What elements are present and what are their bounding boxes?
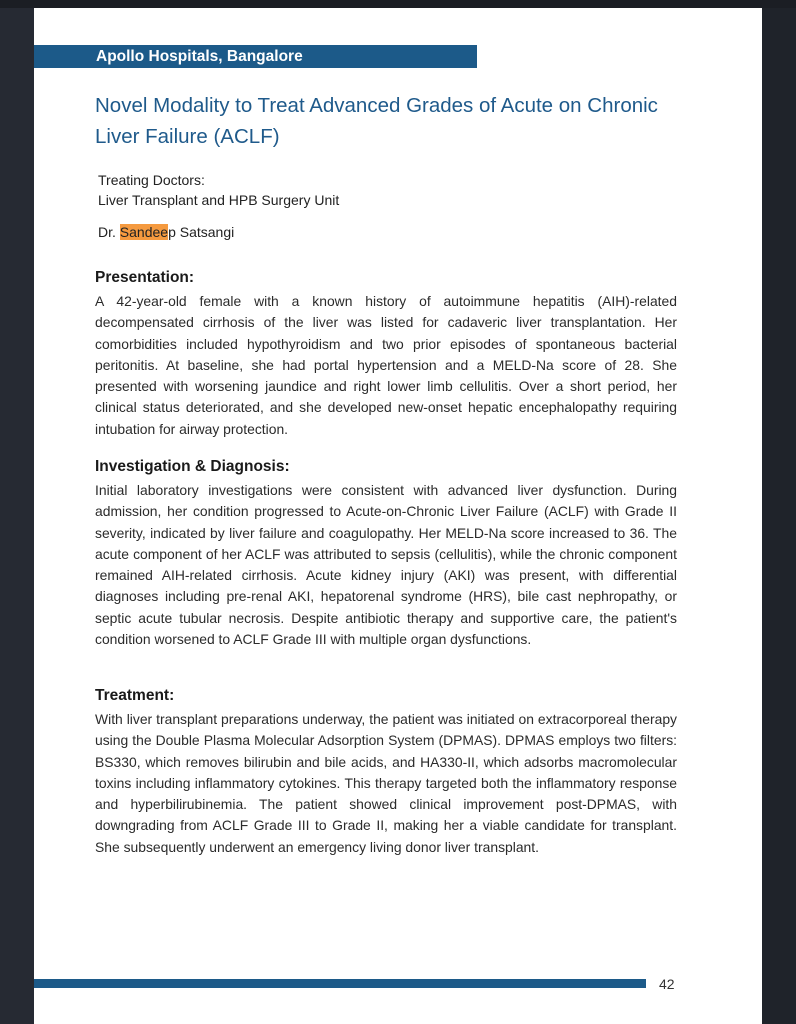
search-highlight: Sandee (119, 224, 169, 240)
doctor-name-prefix: Dr. (98, 224, 120, 240)
top-frame (0, 0, 796, 8)
presentation-text: A 42-year-old female with a known history of autoimmune hepatitis (AIH)-related decompensated cirrhosis of the liver was listed for cadaveric liver transplantation. Her comorbidities included hypothyroidism and two prior episodes of spontaneous bacterial peritonitis. At baseline, she had portal hypertension and a MELD-Na score of 28. She presented with worsening jaundice and right lower limb cellulitis. Over a short period, her clinical status deteriorated, and she developed new-onset hepatic encephalopathy requiring intubation for airway protection. (95, 293, 677, 437)
doctor-name (98, 222, 234, 242)
treating-unit: Liver Transplant and HPB Surgery Unit (98, 192, 340, 208)
page-number: 42 (659, 976, 675, 992)
treating-doctors-label: Treating Doctors: (98, 172, 205, 188)
doctor-name-suffix: p Satsangi (168, 224, 235, 240)
investigation-text: Initial laboratory investigations were consistent with advanced liver dysfunction. During admission, her condition progressed to Acute-on-Chronic Liver Failure (ACLF) with Grade II severity, indicated by liver failure and coagulopathy. Her MELD-Na score increased to 36. The acute component of her ACLF was attributed to sepsis (cellulitis), while the chronic component remained AIH-related cirrhosis. Acute kidney injury (AKI) was present, with differential diagnoses including pre-renal AKI, hepatorenal syndrome (HRS), bile cast nephropathy, or septic acute tubular necrosis. Despite antibiotic therapy and supportive care, the patient's condition worsened to ACLF Grade III with multiple organ dysfunctions. (95, 482, 677, 648)
right-frame (762, 8, 796, 1024)
treatment-text: With liver transplant preparations underway, the patient was initiated on extracorporeal therapy using the Double Plasma Molecular Adsorption System (DPMAS). DPMAS employs two filters: BS330, which removes bilirubin and bile acids, and HA330-II, which adsorbs macromolecular toxins including inflammatory cytokines. This therapy targeted both the inflammatory response and hyperbilirubinemia. The patient showed clinical improvement post-DPMAS, with downgrading from ACLF Grade III to Grade II, making her a viable candidate for transplant. She subsequently underwent an emergency living donor liver transplant. (95, 711, 677, 855)
page-title: Novel Modality to Treat Advanced Grades of Acute on Chronic Liver Failure (ACLF) (95, 94, 658, 148)
hospital-name: Apollo Hospitals, Bangalore (96, 48, 303, 65)
treating-doctors (98, 170, 339, 210)
investigation-heading: Investigation & Diagnosis: (95, 458, 290, 475)
treatment-heading: Treatment: (95, 687, 175, 704)
footer-bar (34, 979, 646, 988)
presentation-heading: Presentation: (95, 269, 195, 286)
